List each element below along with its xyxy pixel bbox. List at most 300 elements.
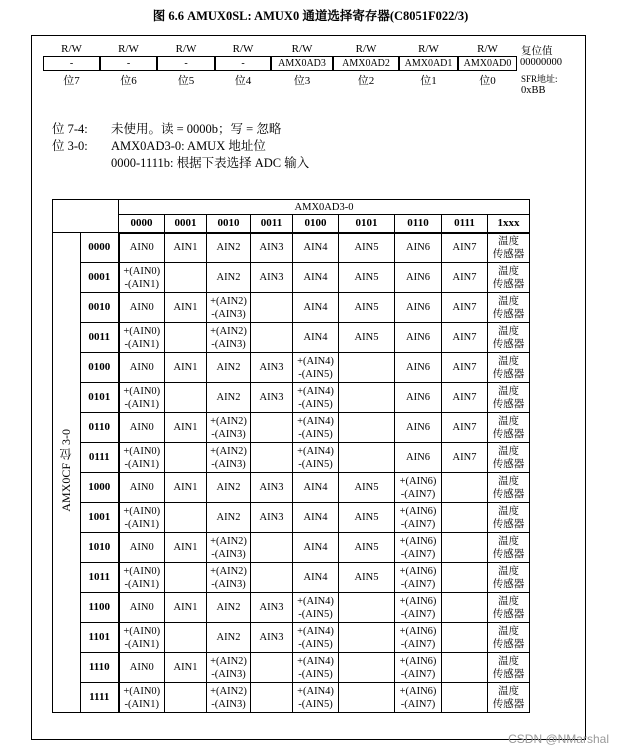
cell-text: -(AIN3) [211, 338, 246, 350]
table-corner [53, 200, 119, 233]
cell-text: +(AIN2) [210, 295, 247, 307]
cell-text: +(AIN4) [297, 445, 334, 457]
cell-text: AIN6 [406, 302, 430, 313]
table-cell [339, 413, 395, 443]
cell-text: AIN1 [173, 662, 198, 673]
cell-text: -(AIN7) [400, 578, 436, 590]
register-cell: - [157, 56, 215, 71]
cell-text: 传感器 [492, 368, 525, 380]
table-cell [339, 503, 395, 533]
row-header: 0111 [81, 443, 119, 473]
table-cell [207, 443, 251, 473]
cell-text: AIN2 [216, 362, 241, 373]
cell-text: +(AIN6) [399, 535, 437, 547]
bit-label: 位1 [420, 75, 437, 87]
register-cell: AMX0AD0 [458, 56, 517, 71]
register-cell: - [43, 56, 100, 71]
table-cell [488, 263, 530, 293]
cell-text: AIN1 [173, 362, 198, 373]
cell-text: -(AIN7) [400, 638, 436, 650]
row-header: 1001 [81, 503, 119, 533]
table-cell [251, 473, 293, 503]
table-cell [207, 293, 251, 323]
rw-label: R/W [61, 43, 82, 55]
table-cell [488, 653, 530, 683]
bit-label: 位5 [177, 75, 195, 87]
table-cell [119, 563, 165, 593]
cell-text: AIN3 [259, 242, 284, 254]
register-cell: AMX0AD3 [271, 56, 333, 71]
cell-text: +(AIN2) [210, 325, 247, 337]
cell-text: AIN5 [354, 242, 379, 254]
column-header: 0111 [442, 215, 488, 233]
row-header: 1101 [81, 623, 119, 653]
register-cell: - [100, 56, 157, 71]
table-cell [119, 593, 165, 623]
cell-text: AIN4 [303, 512, 328, 523]
figure-title: 图 6.6 AMUX0SL: AMUX0 通道选择寄存器(C8051F022/3) [152, 9, 469, 23]
cell-text: +(AIN2) [210, 535, 247, 547]
cell-text: +(AIN6) [399, 475, 437, 487]
desc-text-2: AMX0AD3-0: AMUX 地址位 [111, 139, 266, 153]
row-header: 0100 [81, 353, 119, 383]
table-cell [293, 503, 339, 533]
cell-text: 温度 [498, 265, 519, 277]
rw-label: R/W [175, 43, 197, 55]
table-cell [442, 503, 488, 533]
table-cell [488, 413, 530, 443]
cell-text: AIN7 [452, 422, 477, 433]
table-cell [488, 353, 530, 383]
cell-text: -(AIN1) [124, 638, 159, 650]
row-header: 0001 [81, 263, 119, 293]
table-cell [488, 443, 530, 473]
table-cell [442, 653, 488, 683]
cell-text: AIN0 [129, 602, 154, 613]
table-cell [119, 533, 165, 563]
cell-text: 温度 [498, 535, 519, 547]
cell-text: +(AIN6) [399, 595, 437, 607]
cell-text: AIN4 [303, 302, 328, 313]
table-cell [251, 293, 293, 323]
cell-text: -(AIN5) [298, 398, 333, 410]
table-cell [442, 383, 488, 413]
table-cell [339, 293, 395, 323]
row-header: 0011 [81, 323, 119, 353]
table-cell [395, 473, 442, 503]
column-header: 0100 [293, 215, 339, 233]
cell-text: -(AIN3) [211, 458, 246, 470]
register-cell: AMX0AD1 [399, 56, 458, 71]
cell-text: -(AIN7) [400, 548, 436, 560]
cell-text: -(AIN1) [124, 698, 159, 710]
table-cell [395, 263, 442, 293]
row-header: 1010 [81, 533, 119, 563]
cell-text: 传感器 [492, 488, 525, 500]
cell-text: AIN1 [173, 242, 198, 254]
cell-text: AIN3 [259, 272, 284, 283]
table-cell [251, 683, 293, 713]
cell-text: AIN3 [259, 392, 284, 403]
rw-label: R/W [418, 43, 439, 55]
table-cell [165, 293, 207, 323]
table-cell [293, 593, 339, 623]
cell-text: -(AIN1) [124, 518, 159, 530]
bit-label: 位2 [357, 75, 375, 87]
cell-text: AIN2 [216, 242, 241, 254]
table-cell [442, 413, 488, 443]
cell-text: AIN6 [406, 392, 430, 403]
cell-text: -(AIN3) [211, 428, 246, 440]
table-cell [207, 413, 251, 443]
cell-text: -(AIN7) [400, 518, 436, 530]
table-cell [293, 323, 339, 353]
row-header: 1100 [81, 593, 119, 623]
desc-label-1: 位 7-4: [52, 122, 88, 136]
cell-text: 传感器 [492, 248, 525, 260]
bit-label: 位6 [120, 75, 137, 87]
cell-text: 温度 [498, 565, 519, 577]
cell-text: +(AIN6) [399, 625, 437, 637]
table-cell [293, 233, 339, 263]
sfr-label: SFR地址: [521, 74, 558, 84]
table-cell [207, 683, 251, 713]
cell-text: 温度 [498, 685, 519, 697]
sfr-address: 0xBB [521, 85, 546, 96]
cell-text: -(AIN5) [298, 638, 333, 650]
column-header: 0000 [119, 215, 165, 233]
table-cell [488, 383, 530, 413]
cell-text: AIN7 [452, 242, 477, 254]
table-cell [442, 263, 488, 293]
row-header: 1011 [81, 563, 119, 593]
cell-text: -(AIN5) [298, 428, 333, 440]
cell-text: AIN0 [129, 482, 154, 493]
cell-text: -(AIN3) [211, 668, 246, 680]
table-cell [293, 473, 339, 503]
cell-text: AIN7 [452, 332, 477, 343]
cell-text: 温度 [498, 415, 519, 427]
column-header: 0101 [339, 215, 395, 233]
table-cell [339, 593, 395, 623]
cell-text: 温度 [498, 385, 519, 397]
desc-text-1: 未使用。读 = 0000b；写 = 忽略 [111, 122, 282, 136]
cell-text: AIN0 [129, 662, 154, 673]
table-cell [207, 353, 251, 383]
cell-text: AIN4 [303, 242, 328, 254]
cell-text: AIN2 [216, 632, 241, 643]
table-cell [251, 623, 293, 653]
cell-text: +(AIN2) [210, 565, 247, 577]
table-cell [442, 443, 488, 473]
desc-text-3: 0000-1111b: 根据下表选择 ADC 输入 [111, 156, 310, 170]
table-cell [395, 293, 442, 323]
table-cell [293, 563, 339, 593]
table-cell [339, 233, 395, 263]
table-cell [119, 383, 165, 413]
table-cell [488, 623, 530, 653]
cell-text: 温度 [498, 235, 519, 247]
cell-text: AIN4 [303, 572, 328, 583]
table-cell [442, 353, 488, 383]
table-cell [165, 653, 207, 683]
cell-text: 温度 [498, 325, 519, 337]
table-cell [339, 533, 395, 563]
table-cell [395, 353, 442, 383]
table-cell [119, 353, 165, 383]
cell-text: AIN2 [216, 272, 241, 283]
table-cell [207, 233, 251, 263]
table-cell [119, 233, 165, 263]
cell-text: AIN5 [354, 542, 379, 553]
table-cell [119, 443, 165, 473]
column-header: 0010 [207, 215, 251, 233]
cell-text: AIN1 [173, 482, 198, 493]
cell-text: 传感器 [492, 548, 525, 560]
table-cell [395, 503, 442, 533]
column-header: 1xxx [488, 215, 530, 233]
cell-text: 传感器 [492, 428, 525, 440]
row-header: 1110 [81, 653, 119, 683]
cell-text: AIN6 [406, 272, 430, 283]
table-cell [339, 653, 395, 683]
bit-label: 位7 [63, 75, 80, 87]
table-cell [165, 323, 207, 353]
cell-text: AIN6 [406, 422, 430, 433]
table-cell [165, 413, 207, 443]
table-cell [488, 503, 530, 533]
table-cell [395, 533, 442, 563]
cell-text: AIN5 [354, 302, 379, 313]
cell-text: AIN6 [406, 332, 430, 343]
cell-text: -(AIN7) [400, 488, 436, 500]
cell-text: 传感器 [492, 278, 525, 290]
cell-text: AIN5 [354, 482, 379, 493]
cell-text: +(AIN4) [297, 385, 334, 397]
cell-text: AIN4 [303, 482, 328, 493]
cell-text: AIN0 [129, 542, 154, 553]
row-header: 0010 [81, 293, 119, 323]
table-cell [119, 623, 165, 653]
cell-text: 传感器 [492, 608, 525, 620]
table-cell [339, 623, 395, 653]
table-cell [251, 533, 293, 563]
desc-label-2: 位 3-0: [52, 139, 88, 153]
rw-label: R/W [355, 43, 377, 55]
cell-text: +(AIN2) [210, 685, 247, 697]
table-cell [488, 593, 530, 623]
table-cell [293, 293, 339, 323]
cell-text: AIN1 [173, 602, 198, 613]
cell-text: 传感器 [492, 518, 525, 530]
cell-text: +(AIN2) [210, 415, 247, 427]
table-cell [165, 593, 207, 623]
column-header: 0011 [251, 215, 293, 233]
table-cell [251, 263, 293, 293]
cell-text: 温度 [498, 595, 519, 607]
cell-text: 温度 [498, 655, 519, 667]
cell-text: -(AIN5) [298, 608, 333, 620]
cell-text: AIN7 [452, 362, 477, 373]
row-header: 1111 [81, 683, 119, 713]
cell-text: -(AIN3) [211, 548, 246, 560]
cell-text: 温度 [498, 295, 519, 307]
table-cell [251, 503, 293, 533]
table-cell [207, 323, 251, 353]
table-cell [119, 473, 165, 503]
table-cell [165, 443, 207, 473]
table-cell [395, 623, 442, 653]
cell-text: AIN2 [216, 482, 241, 493]
table-cell [165, 473, 207, 503]
table-cell [339, 383, 395, 413]
table-cell [251, 443, 293, 473]
table-cell [488, 233, 530, 263]
rw-label: R/W [232, 43, 254, 55]
cell-text: +(AIN4) [297, 685, 334, 697]
table-cell [442, 533, 488, 563]
cell-text: +(AIN4) [297, 655, 334, 667]
cell-text: AIN1 [173, 542, 198, 553]
table-cell [488, 563, 530, 593]
table-cell [488, 533, 530, 563]
cell-text: -(AIN1) [124, 338, 159, 350]
cell-text: AIN6 [406, 362, 430, 373]
cell-text: +(AIN0) [123, 445, 161, 457]
table-cell [119, 263, 165, 293]
mux-table [52, 199, 530, 713]
table-cell [339, 353, 395, 383]
table-cell [251, 353, 293, 383]
table-cell [207, 563, 251, 593]
cell-text: -(AIN7) [400, 668, 436, 680]
cell-text: AIN6 [406, 242, 430, 254]
cell-text: AIN7 [452, 302, 477, 313]
cell-text: AIN3 [259, 512, 284, 523]
table-cell [395, 683, 442, 713]
table-cell [442, 563, 488, 593]
table-cell [395, 443, 442, 473]
cell-text: AIN5 [354, 512, 379, 523]
table-cell [207, 533, 251, 563]
reset-label: 复位值 [521, 46, 553, 57]
table-cell [165, 533, 207, 563]
table-cell [395, 593, 442, 623]
column-header: 0110 [395, 215, 442, 233]
cell-text: AIN3 [259, 362, 284, 373]
table-cell [488, 473, 530, 503]
table-cell [165, 563, 207, 593]
cell-text: AIN2 [216, 602, 241, 613]
table-cell [395, 413, 442, 443]
table-cell [119, 683, 165, 713]
cell-text: AIN0 [129, 362, 154, 373]
table-cell [293, 533, 339, 563]
cell-text: 温度 [498, 475, 519, 487]
table-cell [339, 443, 395, 473]
table-cell [119, 413, 165, 443]
cell-text: AIN3 [259, 632, 284, 643]
cell-text: +(AIN6) [399, 565, 437, 577]
cell-text: +(AIN6) [399, 505, 437, 517]
table-cell [293, 653, 339, 683]
table-cell [165, 263, 207, 293]
row-header: 0000 [81, 233, 119, 263]
table-cell [165, 503, 207, 533]
table-cell [395, 563, 442, 593]
cell-text: 温度 [498, 505, 519, 517]
cell-text: +(AIN4) [297, 355, 334, 367]
table-cell [293, 683, 339, 713]
cell-text: AIN5 [354, 572, 379, 583]
cell-text: +(AIN4) [297, 415, 334, 427]
cell-text: 传感器 [492, 578, 525, 590]
table-cell [251, 413, 293, 443]
row-header: 1000 [81, 473, 119, 503]
cell-text: +(AIN2) [210, 655, 247, 667]
cell-text: AIN7 [452, 452, 477, 463]
rw-label: R/W [118, 43, 139, 55]
cell-text: AIN1 [173, 422, 198, 433]
cell-text: -(AIN5) [298, 668, 333, 680]
table-cell [119, 503, 165, 533]
table-cell [395, 653, 442, 683]
cell-text: +(AIN6) [399, 685, 437, 697]
table-cell [251, 383, 293, 413]
cell-text: AIN2 [216, 512, 241, 523]
cell-text: -(AIN3) [211, 698, 246, 710]
table-cell [442, 323, 488, 353]
cell-text: AIN0 [129, 302, 154, 313]
cell-text: -(AIN7) [400, 698, 436, 710]
cell-text: AIN4 [303, 272, 328, 283]
table-cell [251, 563, 293, 593]
cell-text: 温度 [498, 625, 519, 637]
table-cell [293, 623, 339, 653]
table-cell [119, 653, 165, 683]
table-cell [207, 593, 251, 623]
row-header: 0101 [81, 383, 119, 413]
cell-text: AIN2 [216, 392, 241, 403]
table-cell [293, 413, 339, 443]
table-cell [339, 323, 395, 353]
cell-text: 温度 [498, 445, 519, 457]
table-cell [339, 263, 395, 293]
cell-text: -(AIN1) [124, 398, 159, 410]
cell-text: +(AIN4) [297, 625, 334, 637]
cell-text: -(AIN5) [298, 368, 333, 380]
table-cell [395, 233, 442, 263]
table-cell [165, 383, 207, 413]
cell-text: AIN3 [259, 602, 284, 613]
table-cell [442, 593, 488, 623]
cell-text: +(AIN0) [123, 565, 161, 577]
top-header: AMX0AD3-0 [119, 200, 530, 215]
watermark: CSDN @NMarshal [508, 732, 609, 746]
cell-text: +(AIN2) [210, 445, 247, 457]
cell-text: AIN0 [129, 242, 154, 254]
cell-text: -(AIN1) [124, 578, 159, 590]
side-header [53, 233, 81, 713]
rw-label: R/W [477, 43, 498, 55]
register-cell: - [215, 56, 271, 71]
cell-text: 温度 [498, 355, 519, 367]
reset-value: 00000000 [520, 57, 562, 68]
table-cell [488, 323, 530, 353]
row-header: 0110 [81, 413, 119, 443]
table-cell [442, 293, 488, 323]
rw-label: R/W [291, 43, 313, 55]
